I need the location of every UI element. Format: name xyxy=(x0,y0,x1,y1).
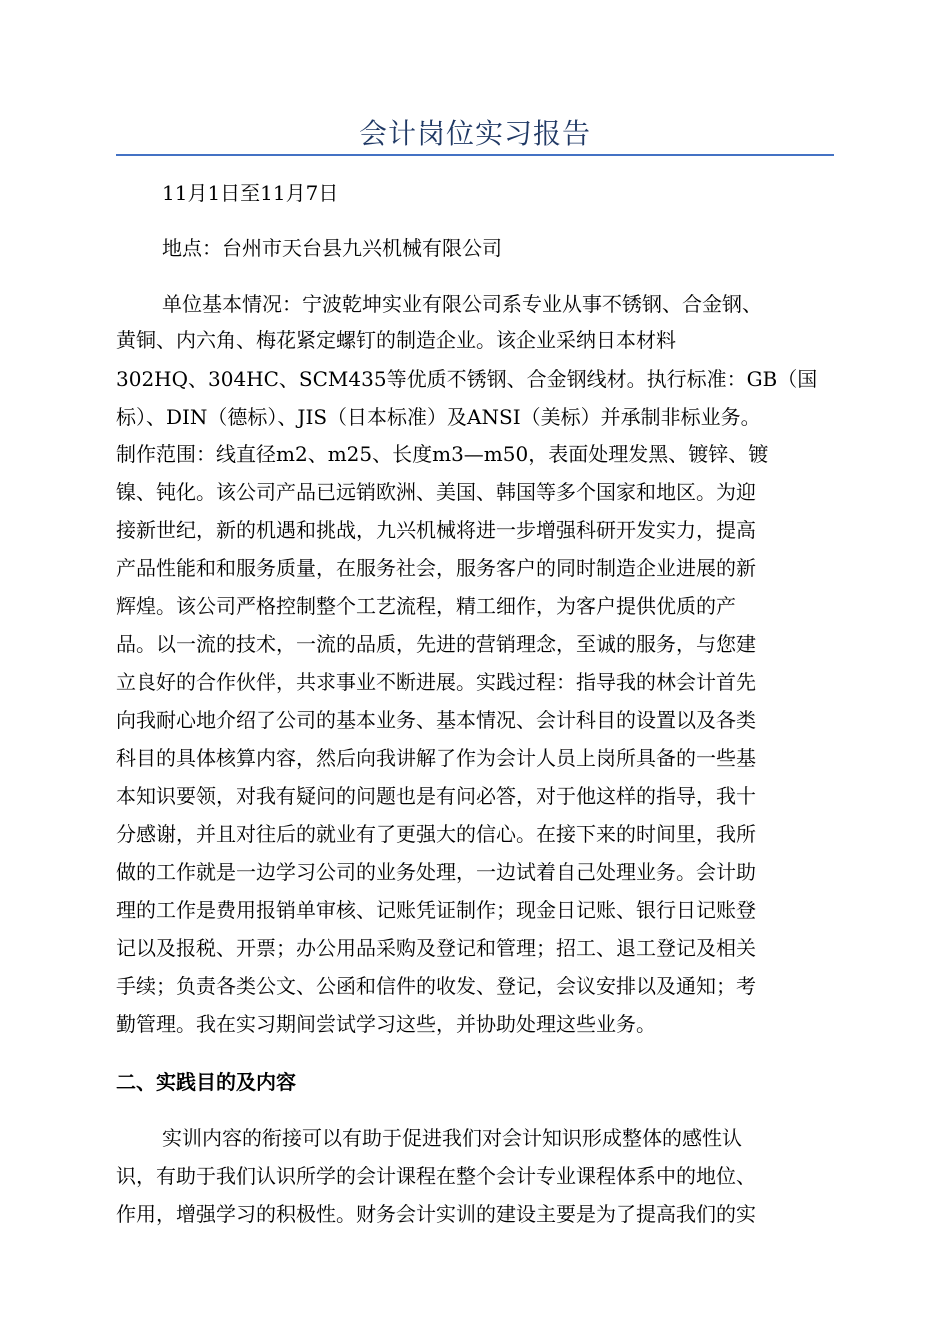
paragraph-line: 向我耐心地介绍了公司的基本业务、基本情况、会计科目的设置以及各类 xyxy=(116,708,756,732)
paragraph-line: 辉煌。该公司严格控制整个工艺流程，精工细作，为客户提供优质的产 xyxy=(116,594,736,618)
paragraph-line: 黄铜、内六角、梅花紧定螺钉的制造企业。该企业采纳日本材料 xyxy=(116,328,676,352)
paragraph-line: 制作范围：线直径m2、m25、长度m3—m50，表面处理发黑、镀锌、镀 xyxy=(116,442,769,466)
paragraph-line: 记以及报税、开票；办公用品采购及登记和管理；招工、退工登记及相关 xyxy=(116,936,756,960)
paragraph-line: 分感谢，并且对往后的就业有了更强大的信心。在接下来的时间里，我所 xyxy=(116,822,756,846)
paragraph-line: 产品性能和和服务质量，在服务社会，服务客户的同时制造企业进展的新 xyxy=(116,556,756,580)
paragraph-line: 单位基本情况：宁波乾坤实业有限公司系专业从事不锈钢、合金钢、 xyxy=(162,292,762,316)
paragraph-line: 接新世纪，新的机遇和挑战，九兴机械将进一步增强科研开发实力，提高 xyxy=(116,518,756,542)
title-underline xyxy=(116,154,834,156)
paragraph-line: 本知识要领，对我有疑问的问题也是有问必答，对于他这样的指导，我十 xyxy=(116,784,756,808)
paragraph-line: 品。以一流的技术，一流的品质，先进的营销理念，至诚的服务，与您建 xyxy=(116,632,756,656)
paragraph-line: 识，有助于我们认识所学的会计课程在整个会计专业课程体系中的地位、 xyxy=(116,1164,756,1188)
paragraph-line: 镍、钝化。该公司产品已远销欧洲、美国、韩国等多个国家和地区。为迎 xyxy=(116,480,756,504)
paragraph-line: 立良好的合作伙伴，共求事业不断进展。实践过程：指导我的林会计首先 xyxy=(116,670,756,694)
section-heading: 二、实践目的及内容 xyxy=(116,1070,296,1094)
paragraph-line: 标）、DIN（德标）、JIS（日本标准）及ANSI（美标）并承制非标业务。 xyxy=(116,405,761,429)
document-title: 会计岗位实习报告 xyxy=(358,117,591,150)
paragraph-line: 做的工作就是一边学习公司的业务处理，一边试着自己处理业务。会计助 xyxy=(116,860,756,884)
paragraph-line: 科目的具体核算内容，然后向我讲解了作为会计人员上岗所具备的一些基 xyxy=(116,746,756,770)
paragraph-line: 实训内容的衔接可以有助于促进我们对会计知识形成整体的感性认 xyxy=(162,1126,742,1150)
paragraph-line: 302HQ、304HC、SCM435等优质不锈钢、合金钢线材。执行标准：GB（国 xyxy=(116,367,818,391)
date-range: 11月1日至11月7日 xyxy=(162,181,339,205)
paragraph-line: 作用，增强学习的积极性。财务会计实训的建设主要是为了提高我们的实 xyxy=(116,1202,756,1226)
paragraph-line: 理的工作是费用报销单审核、记账凭证制作；现金日记账、银行日记账登 xyxy=(116,898,756,922)
paragraph-line: 勤管理。我在实习期间尝试学习这些，并协助处理这些业务。 xyxy=(116,1012,656,1036)
location-line: 地点：台州市天台县九兴机械有限公司 xyxy=(162,236,502,260)
paragraph-line: 手续；负责各类公文、公函和信件的收发、登记，会议安排以及通知；考 xyxy=(116,974,756,998)
